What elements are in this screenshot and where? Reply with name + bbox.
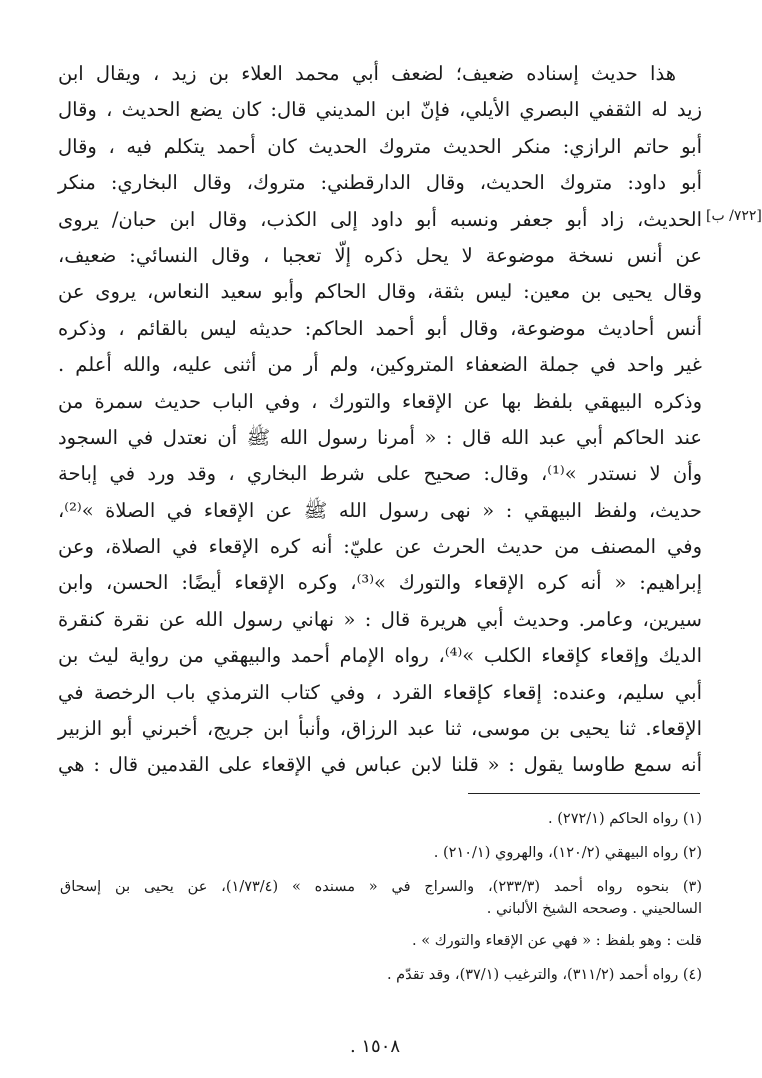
text-line: إبراهيم: « أنه كره الإقعاء والتورك »⁽³⁾، وكره الإقعاء أيضًا: الحسن، وابن — [58, 571, 702, 595]
text-line: حديث، ولفظ البيهقي : « نهى رسول الله ﷺ عن الإقعاء في الصلاة »⁽²⁾، — [58, 498, 702, 522]
text-line: أبي سليم، وعنده: إقعاء كإقعاء القرد ، وفي كتاب الترمذي باب الرخصة في — [58, 680, 702, 704]
footnote-text: السالحيني . وصححه الشيخ الألباني . — [486, 901, 702, 917]
footnote-text: (١) رواه الحاكم (٢٧٢/١) . — [548, 811, 702, 827]
text-line: الديك وإقعاء كإقعاء الكلب »⁽⁴⁾، رواه الإمام أحمد والبيهقي من رواية ليث بن — [58, 644, 702, 668]
footnote-text: (٤) رواه أحمد (٣١١/٢)، والترغيب (٣٧/١)، وقد تقدّم . — [386, 967, 702, 983]
text-line: أنه سمع طاوسا يقول : « قلنا لابن عباس في الإقعاء على القدمين قال : هي — [58, 753, 702, 777]
text-line: أنس أحاديث موضوعة، وقال أبو أحمد الحاكم: حديثه ليس بالقائم ، وذكره — [58, 316, 702, 340]
text-line: الإقعاء. ثنا يحيى بن موسى، ثنا عبد الرزاق، وأنبأ ابن جريج، أخبرني أبو الزبير — [58, 717, 702, 741]
text-line: وفي المصنف من حديث الحرث عن عليّ: أنه كره الإقعاء في الصلاة، وعن — [58, 535, 702, 559]
footnotes — [60, 808, 702, 998]
text-line: وقال يحيى بن معين: ليس بثقة، وقال الحاكم وأبو سعيد النعاس، يروى عن — [58, 280, 702, 304]
footnote-text: قلت : وهو بلفظ : « فهي عن الإقعاء والتورك » . — [412, 933, 702, 949]
footnote-4 — [60, 964, 702, 986]
text-line: زيد له الثقفي البصري الأيلي، فإنّ ابن المديني قال: كان يضع الحديث ، وقال — [58, 98, 702, 122]
text-line: أبو داود: متروك الحديث، وقال الدارقطني: متروك، وقال البخاري: منكر — [58, 171, 702, 195]
footnote-1 — [60, 808, 702, 830]
text-line: وأن لا نستدر »⁽¹⁾، وقال: صحيح على شرط البخاري ، وقد ورد في إباحة — [58, 462, 702, 486]
footnote-separator — [468, 793, 700, 794]
footnote-3 — [60, 876, 702, 920]
text-line: هذا حديث إسناده ضعيف؛ لضعف أبي محمد العلاء بن زيد ، ويقال ابن — [58, 62, 676, 85]
text-line: سيرين، وعامر. وحديث أبي هريرة قال : « نهاني رسول الله عن نقرة كنقرة — [58, 607, 702, 631]
footnote-text: (٣) بنحوه رواه أحمد (٢٣٣/٣)، والسراج في « مسنده » (١/٧٣/٤)، عن يحيى بن إسحاق — [60, 879, 702, 895]
main-text — [58, 56, 702, 784]
text-line: أبو حاتم الرازي: منكر الحديث متروك الحديث كان أحمد يتكلم فيه ، وقال — [58, 134, 702, 158]
text-line: الحديث، زاد أبو جعفر ونسبه أبو داود إلى الكذب، وقال ابن حبان/ يروى — [58, 207, 702, 231]
text-line: وذكره البيهقي بلفظ بها عن الإقعاء والتورك ، وفي الباب حديث سمرة من — [58, 389, 702, 413]
footnote-3-comment — [60, 930, 702, 952]
text-line: عن أنس نسخة موضوعة لا يحل ذكره إلّا تعجبا ، وقال النسائي: ضعيف، — [58, 243, 702, 267]
footnote-text: (٢) رواه البيهقي (١٢٠/٢)، والهروي (٢١٠/١) . — [433, 845, 702, 861]
text-line: عند الحاكم أبي عبد الله قال : « أمرنا رسول الله ﷺ أن نعتدل في السجود — [58, 425, 702, 449]
text-line: غير واحد في جملة الضعفاء المتروكين، ولم أر من أثنى عليه، والله أعلم . — [58, 353, 702, 377]
page-number: ١٥٠٨ . — [349, 1036, 401, 1057]
footnote-2 — [60, 842, 702, 864]
manuscript-folio-marker: [٧٢٢/ ب] — [706, 208, 762, 224]
